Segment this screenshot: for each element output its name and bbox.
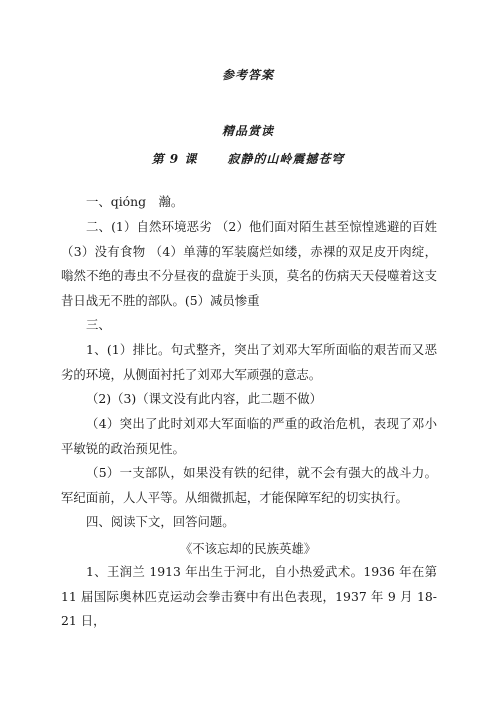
answer-3-1: 1、(1）排比。句式整齐，突出了刘邓大军所面临的艰苦而又恶劣的环境，从侧面衬托了刘邓大军顽强的意志。 [61, 342, 437, 382]
answer-3-4: （4）突出了此时刘邓大军面临的严重的政治危机，表现了邓小平敏锐的政治预见性。 [61, 416, 437, 456]
reading-title: 《不该忘却的民族英雄》 [179, 541, 317, 556]
lesson-number: 第 9 课 [151, 152, 198, 166]
answer-4-label: 四、阅读下文，回答问题。 [86, 514, 235, 529]
answer-2: 二、(1）自然环境恶劣 （2）他们面对陌生甚至惊惶逃避的百姓 （3）没有食物 （4）单薄的军装腐烂如缕，赤裸的双足皮开肉绽，嗡然不绝的毒虫不分昼夜的盘旋于头顶，莫名的伤病天天侵噬着这支昔日战无不胜的部队。(5）减员惨重 [61, 219, 437, 308]
lesson-heading [0, 150, 496, 167]
section-title: 精品赏读 [221, 124, 274, 138]
reading-paragraph-1: 1、王润兰 1913 年出生于河北，自小热爱武术。1936 年在第 11 届国际奥林匹克运动会拳击赛中有出色表现，1937 年 9 月 18-21 日， [61, 564, 437, 629]
answer-3-5: （5）一支部队，如果没有铁的纪律，就不会有强大的战斗力。军纪面前，人人平等。从细微抓起，才能保障军纪的切实执行。 [61, 465, 437, 505]
answer-1: 一、qióng 瀚。 [86, 194, 184, 209]
answer-3-2: （2)（3)（课文没有此内容，此二题不做） [86, 391, 323, 406]
answer-3-label: 三、 [86, 317, 111, 332]
lesson-title: 寂静的山岭震撼苍穹 [227, 152, 345, 166]
doc-title: 参考答案 [221, 68, 274, 82]
